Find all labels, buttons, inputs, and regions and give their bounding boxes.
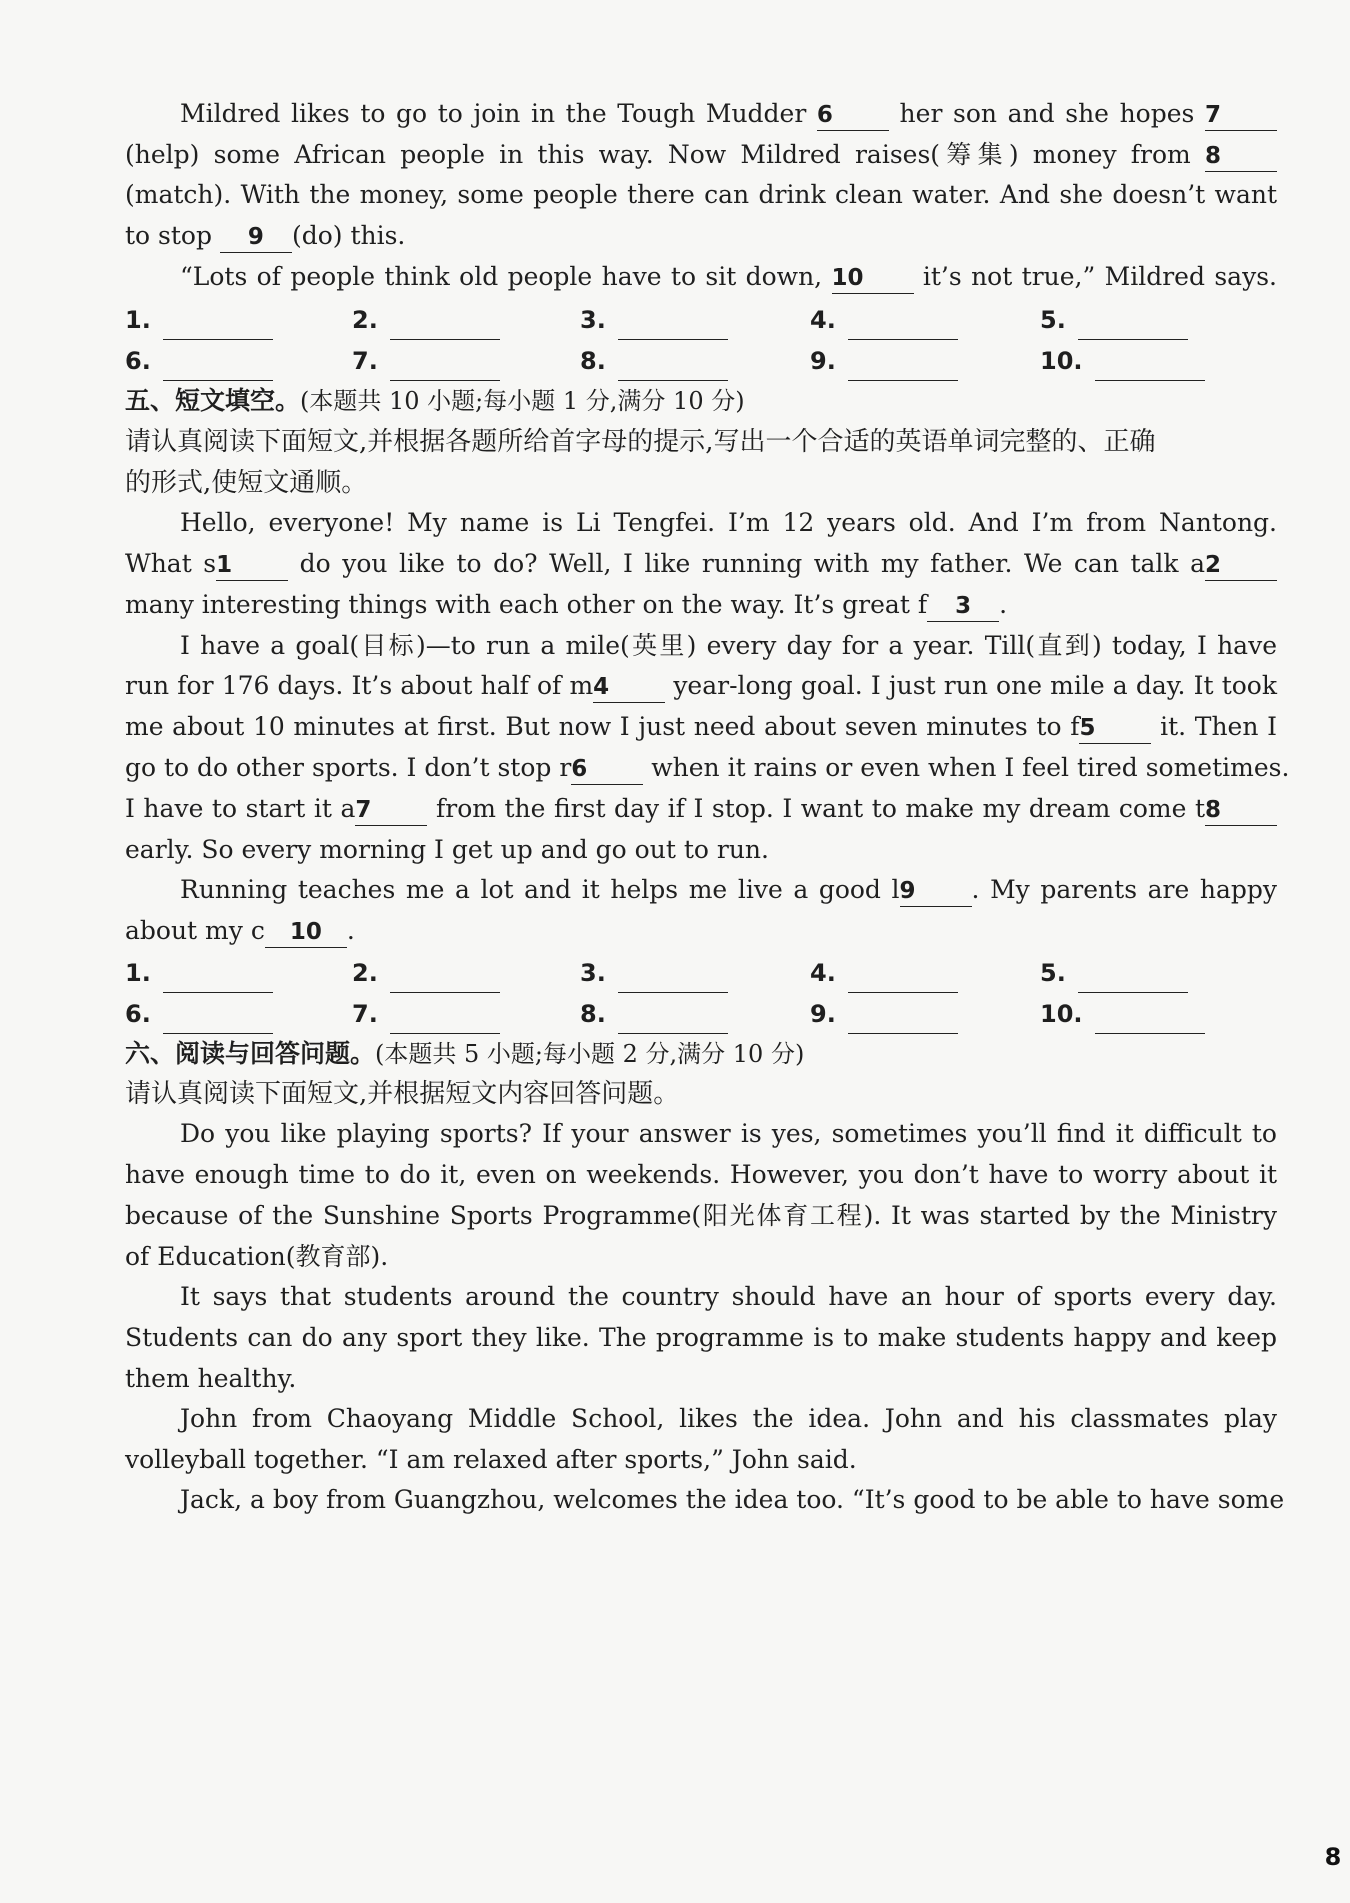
p5-answer-5[interactable]: 5. [1040,953,1188,993]
p5-line-3: many interesting things with each other on the way. It’s great f 3 . [125,586,1277,624]
p6-line-3: because of the Sunshine Sports Programme(阳光体育工程). It was started by the Ministry [125,1201,1277,1230]
p6-line-8: John from Chaoyang Middle School, likes the idea. John and his classmates play [180,1404,1277,1433]
p6-heading-note: (本题共 5 小题;每小题 2 分,满分 10 分) [375,1040,805,1068]
p4-blank-10[interactable]: 10 [832,263,914,294]
p4-line-3: (match). With the money, some people there can drink clean water. And she doesn’t want [125,180,1277,209]
p5-line-9: early. So every morning I get up and go out to run. [125,835,769,864]
p5-answer-6[interactable]: 6. [125,994,273,1034]
p5-blank-4[interactable]: 4 [593,672,665,703]
p4-answer-10[interactable]: 10. [1040,341,1205,381]
p5-line-6: me about 10 minutes at first. But now I just need about seven minutes to f5 it. Then I [125,708,1277,746]
p4-answer-2[interactable]: 2. [352,300,500,340]
p6-heading [125,1035,1277,1073]
p4-answer-3[interactable]: 3. [580,300,728,340]
p4-blank-7[interactable]: 7 [1205,100,1277,131]
p5-line-11: about my c 10 . [125,912,1277,950]
p5-blank-8[interactable]: 8 [1205,795,1277,826]
p4-blank-9[interactable]: 9 [220,222,292,253]
p5-blank-9[interactable]: 9 [900,876,972,907]
p4-answer-6[interactable]: 6. [125,341,273,381]
p4-answer-1[interactable]: 1. [125,300,273,340]
p5-line-10: Running teaches me a lot and it helps me live a good l9 . My parents are happy [180,871,1277,909]
p5-instruction-2: 的形式,使短文通顺。 [125,468,368,498]
p5-answer-3[interactable]: 3. [580,953,728,993]
p5-heading-title: 五、短文填空。 [125,386,301,415]
p4-answer-5[interactable]: 5. [1040,300,1188,340]
p5-answer-row-2 [125,994,1277,1034]
p5-line-4: I have a goal(目标)—to run a mile(英里) every day for a year. Till(直到) today, I have [180,631,1277,660]
p5-answer-10[interactable]: 10. [1040,994,1205,1034]
p5-blank-5[interactable]: 5 [1079,713,1151,744]
p5-blank-7[interactable]: 7 [355,795,427,826]
p6-line-5: It says that students around the country should have an hour of sports every day. [180,1282,1277,1311]
p4-line-2: (help) some African people in this way. Now Mildred raises(筹集) money from 8 [125,136,1277,174]
p6-line-6: Students can do any sport they like. The programme is to make students happy and keep [125,1323,1277,1352]
page-number: 8 [1324,1843,1342,1871]
p5-line-2: What s1 do you like to do? Well, I like running with my father. We can talk a2 [125,545,1277,583]
p5-answer-1[interactable]: 1. [125,953,273,993]
p5-line-5: run for 176 days. It’s about half of m4 year-long goal. I just run one mile a day. It took [125,667,1277,705]
p5-instruction-1: 请认真阅读下面短文,并根据各题所给首字母的提示,写出一个合适的英语单词完整的、正确 [125,427,1156,457]
p6-line-9: volleyball together. “I am relaxed after sports,” John said. [125,1445,857,1474]
p4-line-4: to stop 9 (do) this. [125,217,1277,255]
p4-line-1: Mildred likes to go to join in the Tough Mudder 6 her son and she hopes 7 [180,95,1277,133]
p6-line-1: Do you like playing sports? If your answer is yes, sometimes you’ll find it difficult to [180,1119,1277,1148]
p4-blank-6[interactable]: 6 [817,100,889,131]
p5-blank-10[interactable]: 10 [265,917,347,948]
p5-answer-2[interactable]: 2. [352,953,500,993]
p4-answer-row-1 [125,300,1277,340]
p4-answer-9[interactable]: 9. [810,341,958,381]
p5-answer-8[interactable]: 8. [580,994,728,1034]
p4-answer-7[interactable]: 7. [352,341,500,381]
p6-line-10: Jack, a boy from Guangzhou, welcomes the idea too. “It’s good to be able to have some [180,1485,1285,1514]
p5-heading-note: (本题共 10 小题;每小题 1 分,满分 10 分) [300,387,745,415]
p5-answer-4[interactable]: 4. [810,953,958,993]
p4-answer-4[interactable]: 4. [810,300,958,340]
p4-answer-8[interactable]: 8. [580,341,728,381]
p6-instruction: 请认真阅读下面短文,并根据短文内容回答问题。 [125,1079,680,1109]
p6-line-2: have enough time to do it, even on weekends. However, you don’t have to worry about it [125,1160,1277,1189]
p5-answer-row-1 [125,953,1277,993]
p4-line-5: “Lots of people think old people have to sit down, 10 it’s not true,” Mildred says. [180,258,1277,296]
p5-blank-1[interactable]: 1 [216,550,288,581]
p5-line-1: Hello, everyone! My name is Li Tengfei. I’m 12 years old. And I’m from Nantong. [180,508,1277,537]
p5-answer-9[interactable]: 9. [810,994,958,1034]
p5-heading [125,382,1277,420]
p6-line-4: of Education(教育部). [125,1242,389,1271]
p6-line-7: them healthy. [125,1364,297,1393]
p5-blank-3[interactable]: 3 [927,591,999,622]
p4-answer-row-2 [125,341,1277,381]
p5-answer-7[interactable]: 7. [352,994,500,1034]
p5-blank-6[interactable]: 6 [571,754,643,785]
p4-blank-8[interactable]: 8 [1205,141,1277,172]
p5-blank-2[interactable]: 2 [1205,550,1277,581]
p5-line-8: I have to start it a7 from the first day if I stop. I want to make my dream come t8 [125,790,1277,828]
p6-heading-title: 六、阅读与回答问题。 [125,1039,376,1068]
p5-line-7: go to do other sports. I don’t stop r6 when it rains or even when I feel tired sometimes. [125,749,1277,787]
